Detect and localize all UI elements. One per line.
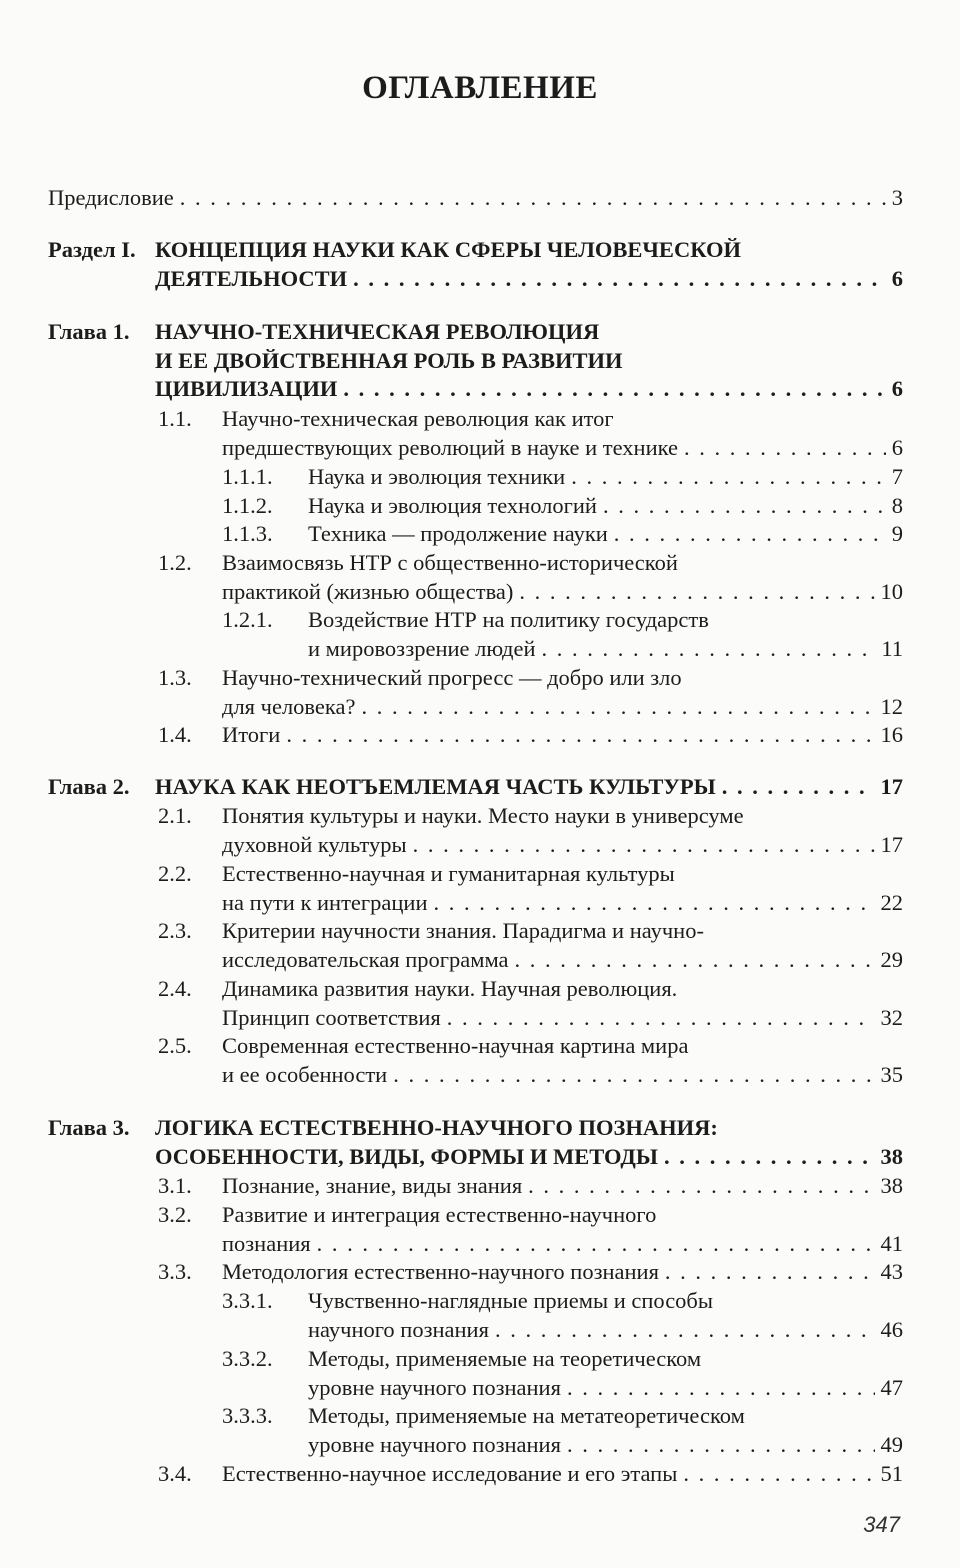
dot-leader	[413, 831, 875, 859]
toc-entry-title: Естественно-научное исследование и его этапы	[222, 1461, 678, 1486]
toc-entry-line-last	[222, 1460, 903, 1488]
toc-entry-page: 8	[891, 493, 903, 518]
toc-entry-page: 11	[881, 635, 903, 661]
toc-entry-title: на пути к интеграции	[222, 889, 428, 915]
toc-entry-title: Наука и эволюция технологий	[308, 493, 597, 518]
toc-entry-page: 16	[880, 722, 903, 747]
toc-entry-line-last	[155, 1143, 903, 1171]
toc-entry-title: Естественно-научная и гуманитарная культуры	[222, 861, 675, 886]
toc-entry-page: 43	[880, 1259, 903, 1284]
toc-entry-number: 1.2.1.	[222, 607, 273, 632]
toc-entry-line-last	[222, 946, 903, 974]
dot-leader	[542, 635, 876, 663]
dot-leader	[519, 578, 874, 606]
dot-leader	[317, 1230, 875, 1258]
toc-entry-line-last	[222, 889, 903, 917]
toc-entry-line	[222, 1201, 903, 1229]
toc-entry-line-last	[308, 463, 903, 491]
toc-entry-page: 35	[880, 1061, 903, 1087]
toc-entry-line-last	[48, 184, 903, 212]
dot-leader	[665, 1258, 875, 1286]
toc-entry-title: Взаимосвязь НТР с общественно-исторической	[222, 550, 678, 575]
toc-entry-line-last	[155, 265, 903, 293]
toc-entry-line	[155, 347, 903, 375]
toc-entry-title: уровне научного познания	[308, 1431, 561, 1457]
toc-entry-line-last	[222, 1230, 903, 1258]
toc-entry-page: 3	[891, 185, 903, 210]
toc-entry-line-last	[308, 635, 903, 663]
toc-entry-number: 3.3.2.	[222, 1346, 273, 1371]
toc-entry-title: Итоги	[222, 722, 281, 747]
toc-entry-line-last	[308, 492, 903, 520]
toc-entry-number: 2.2.	[158, 861, 192, 886]
toc-entry-number: 2.4.	[158, 976, 192, 1001]
toc-entry-line	[222, 405, 903, 433]
toc-entry-line	[222, 549, 903, 577]
toc-entry-page: 29	[880, 946, 903, 972]
dot-leader	[434, 889, 875, 917]
toc-entry-title: Техника — продолжение науки	[308, 521, 608, 546]
toc-entry-line	[222, 975, 903, 1003]
toc-entry-title: Методология естественно-научного познания	[222, 1259, 659, 1284]
toc-entry-title: Принцип соответствия	[222, 1004, 441, 1030]
toc-entry-line-last	[308, 1316, 903, 1344]
toc-entry-title: НАУКА КАК НЕОТЪЕМЛЕМАЯ ЧАСТЬ КУЛЬТУРЫ	[155, 774, 716, 799]
toc-entry-title: НАУЧНО-ТЕХНИЧЕСКАЯ РЕВОЛЮЦИЯ	[155, 319, 600, 344]
dot-leader	[361, 693, 874, 721]
toc-entry-page: 51	[880, 1461, 903, 1486]
toc-entry-number: Глава 2.	[48, 774, 130, 799]
toc-entry-number: 2.5.	[158, 1033, 192, 1058]
toc-entry-number: 3.2.	[158, 1202, 192, 1227]
toc-entry-line	[155, 236, 903, 264]
toc-entry-number: Раздел I.	[48, 237, 136, 262]
toc-entry-page: 32	[880, 1004, 903, 1030]
toc-entry-line	[155, 1114, 903, 1142]
toc-entry-line	[222, 664, 903, 692]
toc-entry-title: ЛОГИКА ЕСТЕСТВЕННО-НАУЧНОГО ПОЗНАНИЯ:	[155, 1115, 718, 1140]
toc-entry-title: уровне научного познания	[308, 1374, 561, 1400]
toc-entry-line	[222, 860, 903, 888]
toc-entry-page: 17	[880, 774, 903, 799]
toc-entry-title: и мировоззрение людей	[308, 635, 536, 661]
dot-leader	[393, 1061, 874, 1089]
dot-leader	[567, 1374, 875, 1402]
dot-leader	[664, 1143, 875, 1171]
toc-entry-title: познания	[222, 1230, 311, 1256]
toc-entry-line-last	[308, 1431, 903, 1459]
toc-entry-number: 1.1.2.	[222, 493, 273, 518]
dot-leader	[684, 434, 886, 462]
toc-entry-number: 3.3.1.	[222, 1288, 273, 1313]
toc-entry-number: Глава 1.	[48, 319, 130, 344]
toc-entry-line	[222, 802, 903, 830]
toc-entry-number: 1.2.	[158, 550, 192, 575]
toc-entry-line-last	[222, 1004, 903, 1032]
toc-entry-number: 2.3.	[158, 918, 192, 943]
toc-entry-title: И ЕЕ ДВОЙСТВЕННАЯ РОЛЬ В РАЗВИТИИ	[155, 347, 623, 373]
toc-entry-number: 3.4.	[158, 1461, 192, 1486]
page-title: ОГЛАВЛЕНИЕ	[362, 70, 598, 106]
toc-entry-title: для человека?	[222, 693, 356, 719]
toc-entry-line-last	[222, 693, 903, 721]
toc-entry-title: Современная естественно-научная картина мира	[222, 1033, 689, 1058]
toc-entry-title: научного познания	[308, 1316, 489, 1342]
toc-entry-number: 1.4.	[158, 722, 192, 747]
toc-entry-page: 38	[880, 1173, 903, 1198]
dot-leader	[180, 184, 886, 212]
toc-entry-title: духовной культуры	[222, 831, 407, 857]
toc-entry-title: Понятия культуры и науки. Место науки в универсуме	[222, 803, 744, 828]
toc-entry-title: КОНЦЕПЦИЯ НАУКИ КАК СФЕРЫ ЧЕЛОВЕЧЕСКОЙ	[155, 237, 741, 262]
toc-entry-page: 7	[891, 464, 903, 489]
toc-entry-line-last	[308, 520, 903, 548]
toc-entry-line-last	[155, 773, 903, 801]
dot-leader	[495, 1316, 875, 1344]
toc-entry-line	[155, 318, 903, 346]
toc-entry-page: 38	[880, 1143, 903, 1169]
toc-entry-number: 1.1.1.	[222, 464, 273, 489]
toc-entry-page: 17	[880, 831, 903, 857]
toc-entry-line-last	[222, 578, 903, 606]
toc-entry-line	[222, 1032, 903, 1060]
toc-entry-title: ДЕЯТЕЛЬНОСТИ	[155, 265, 348, 291]
toc-entry-line	[222, 917, 903, 945]
toc-entry-title: Предисловие	[48, 185, 174, 210]
dot-leader	[722, 773, 875, 801]
toc-entry-line-last	[222, 721, 903, 749]
dot-leader	[528, 1172, 874, 1200]
toc-entry-line-last	[222, 1061, 903, 1089]
toc-entry-line	[308, 1402, 903, 1430]
dot-leader	[447, 1004, 875, 1032]
toc-entry-number: 1.1.3.	[222, 521, 273, 546]
toc-entry-number: 3.1.	[158, 1173, 192, 1198]
toc-entry-line-last	[222, 831, 903, 859]
toc-entry-title: Научно-технический прогресс — добро или зло	[222, 665, 682, 690]
toc-entry-page: 41	[880, 1230, 903, 1256]
toc-entry-number: 2.1.	[158, 803, 192, 828]
toc-entry-title: ОСОБЕННОСТИ, ВИДЫ, ФОРМЫ И МЕТОДЫ	[155, 1143, 658, 1169]
dot-leader	[286, 721, 874, 749]
toc-entry-title: Методы, применяемые на теоретическом	[308, 1346, 702, 1371]
toc-entry-number: 3.3.	[158, 1259, 192, 1284]
toc-entry-line	[308, 1345, 903, 1373]
toc-entry-line	[308, 606, 903, 634]
toc-entry-page: 47	[880, 1374, 903, 1400]
toc-entry-title: Чувственно-наглядные приемы и способы	[308, 1288, 713, 1313]
toc-entry-title: и ее особенности	[222, 1061, 388, 1087]
toc-entry-title: Развитие и интеграция естественно-научного	[222, 1202, 657, 1227]
dot-leader	[683, 1460, 874, 1488]
toc-entry-number: 1.1.	[158, 406, 192, 431]
toc-entry-page: 12	[880, 693, 903, 719]
toc-entry-title: Динамика развития науки. Научная революция.	[222, 976, 678, 1001]
toc-entry-number: 3.3.3.	[222, 1403, 273, 1428]
toc-entry-title: Наука и эволюция техники	[308, 464, 566, 489]
toc-entry-page: 6	[891, 376, 903, 402]
toc-entry-title: практикой (жизнью общества)	[222, 578, 514, 604]
toc-entry-title: Воздействие НТР на политику государств	[308, 607, 709, 632]
dot-leader	[343, 375, 885, 403]
toc-entry-line	[308, 1287, 903, 1315]
toc-entry-page: 46	[880, 1316, 903, 1342]
toc-entry-page: 9	[891, 521, 903, 546]
toc-entry-title: Научно-техническая революция как итог	[222, 406, 614, 431]
toc-entry-line-last	[155, 375, 903, 403]
toc-entry-title: ЦИВИЛИЗАЦИИ	[155, 376, 338, 402]
toc-entry-title: Познание, знание, виды знания	[222, 1173, 523, 1198]
toc-entry-page: 22	[880, 889, 903, 915]
toc-entry-line-last	[308, 1374, 903, 1402]
page-number: 347	[863, 1512, 900, 1537]
toc-entry-title: Методы, применяемые на метатеоретическом	[308, 1403, 745, 1428]
toc-entry-page: 6	[891, 434, 903, 460]
toc-entry-page: 10	[880, 578, 903, 604]
toc-entry-line-last	[222, 434, 903, 462]
toc-entry-page: 6	[891, 265, 903, 291]
toc-entry-title: исследовательская программа	[222, 946, 509, 972]
dot-leader	[571, 463, 886, 491]
toc-entry-line-last	[222, 1258, 903, 1286]
dot-leader	[353, 265, 886, 293]
toc-entry-number: Глава 3.	[48, 1115, 130, 1140]
toc-entry-line-last	[222, 1172, 903, 1200]
toc-entry-title: предшествующих революций в науке и технике	[222, 434, 678, 460]
dot-leader	[515, 946, 875, 974]
dot-leader	[567, 1431, 875, 1459]
toc-entry-number: 1.3.	[158, 665, 192, 690]
toc-entry-page: 49	[880, 1431, 903, 1457]
dot-leader	[603, 492, 886, 520]
dot-leader	[614, 520, 886, 548]
toc-entry-title: Критерии научности знания. Парадигма и научно-	[222, 918, 704, 943]
